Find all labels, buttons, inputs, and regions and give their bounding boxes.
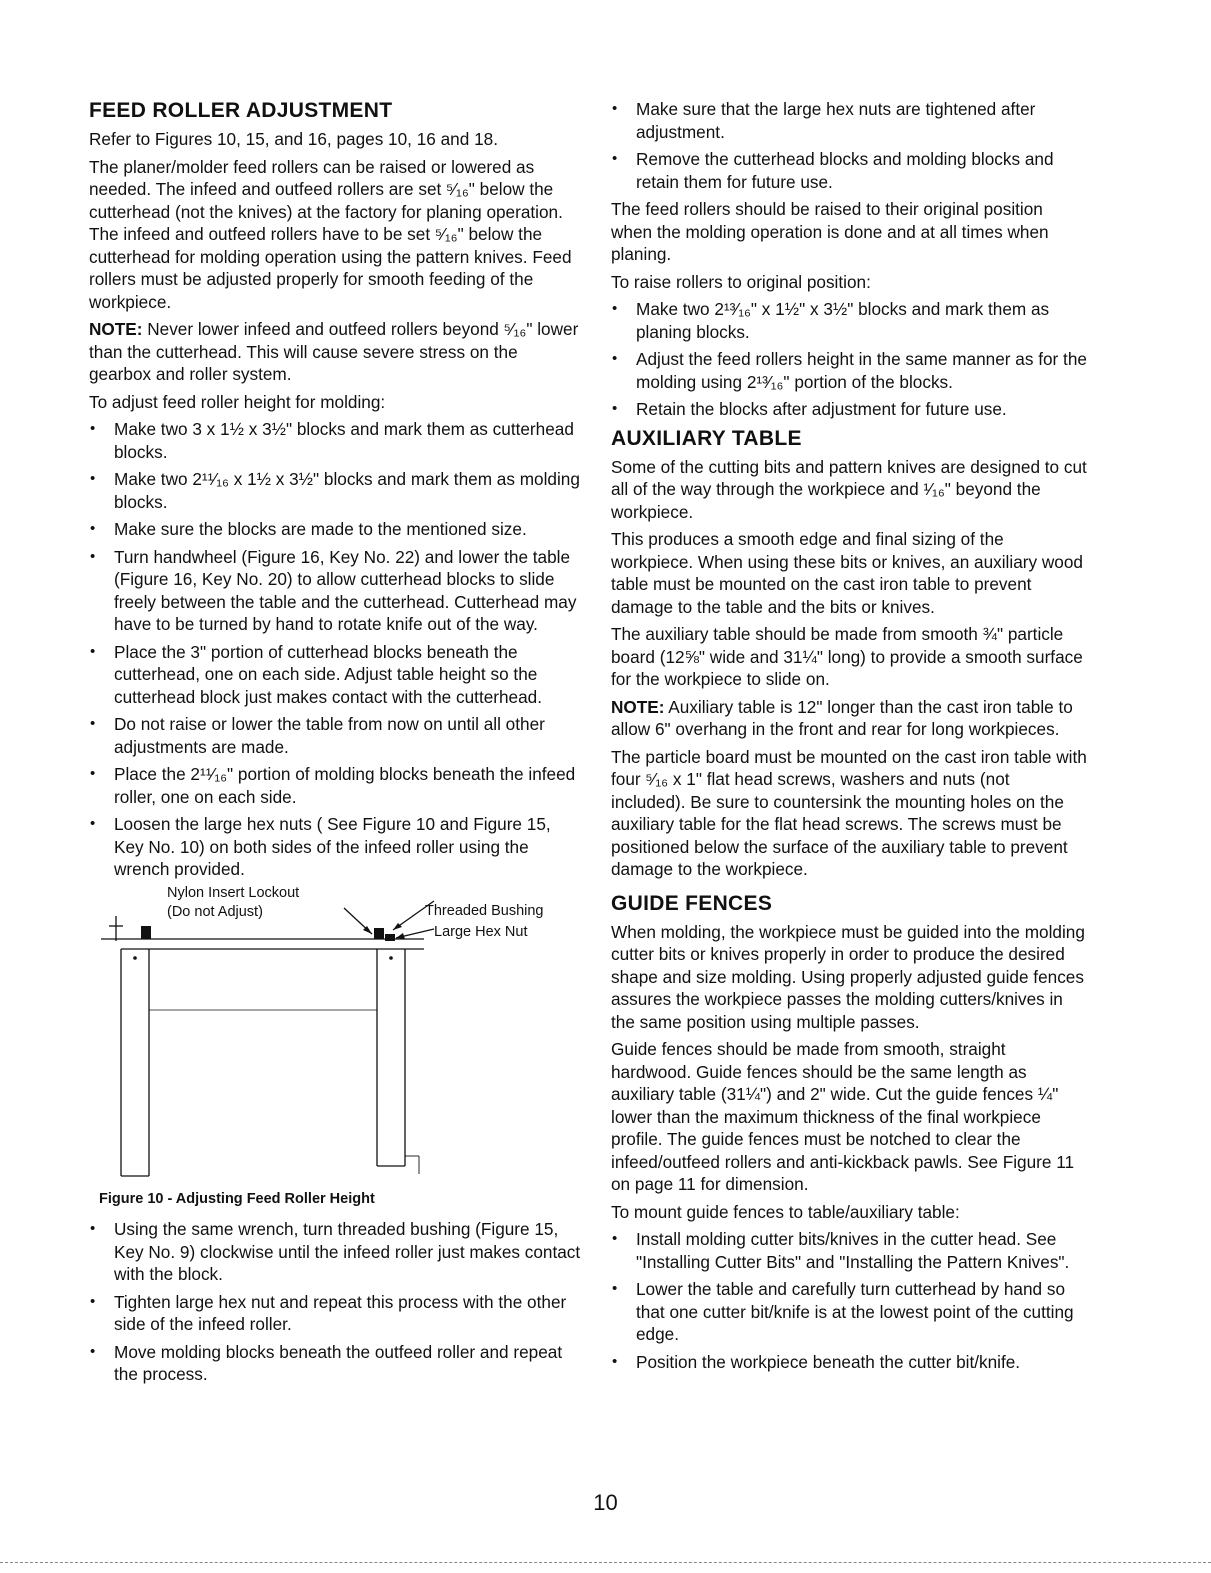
list-item: • Make two 3 x 1½ x 3½" blocks and mark them as cutterhead blocks.: [89, 418, 581, 463]
list-item: • Make two 2¹¹⁄₁₆ x 1½ x 3½" blocks and mark them as molding blocks.: [89, 468, 581, 513]
list-item: • Turn handwheel (Figure 16, Key No. 22) and lower the table (Figure 16, Key No. 20) to allow cutterhead blocks to slide freely between the table and the cutterhead. Cutterhead may have to be turned by hand to rotate knife out of the way.: [89, 546, 581, 636]
right-column: [611, 98, 1087, 1378]
list-item: • Loosen the large hex nuts ( See Figure 10 and Figure 15, Key No. 10) on both sides of the infeed roller using the wrench provided.: [89, 813, 581, 881]
list-item: • Tighten large hex nut and repeat this process with the other side of the infeed roller.: [89, 1291, 581, 1336]
bushing-steps-list: [89, 1218, 581, 1386]
list-item: • Position the workpiece beneath the cutter bit/knife.: [611, 1351, 1087, 1374]
intro-body: The planer/molder feed rollers can be raised or lowered as needed. The infeed and outfeed rollers are set ⁵⁄₁₆" below the cutterhead (not the knives) at the factory for planing operation. The infeed and outfeed rollers have to be set ⁵⁄₁₆" below the cutterhead for molding operation using the pattern knives. Feed rollers must be adjusted properly for smooth feeding of the workpiece.: [89, 156, 572, 312]
aux-paragraph-mounting: The particle board must be mounted on the cast iron table with four ⁵⁄₁₆ x 1" flat head screws, washers and nuts (not included). Be sure to countersink the mounting holes on the auxiliary table for the flat head screws. The screws must be positioned below the surface of the auxiliary table to prevent damage to the workpiece.: [611, 746, 1087, 879]
large-hex-nut-label: Large Hex Nut: [434, 923, 528, 940]
figure-10: [89, 886, 581, 1186]
list-item: • Lower the table and carefully turn cutterhead by hand so that one cutter bit/knife is at the lowest point of the cutting edge.: [611, 1278, 1087, 1346]
list-item: • Place the 3" portion of cutterhead blocks beneath the cutterhead, one on each side. Adjust table height so the cutterhead block just makes contact with the cutterhead.: [89, 641, 581, 709]
figure-caption: Figure 10 - Adjusting Feed Roller Height: [99, 1190, 375, 1207]
note-label: NOTE:: [611, 696, 665, 717]
finish-steps-list: [611, 98, 1087, 193]
aux-paragraph: The auxiliary table should be made from smooth ¾" particle board (12⅝" wide and 31¼" long) to provide a smooth surface for the workpiece to slide on.: [611, 624, 1083, 689]
note-text: Auxiliary table is 12" longer than the cast iron table to allow 6" overhang in the front and rear for long workpieces.: [611, 696, 1073, 739]
page-number: 10: [593, 1490, 618, 1515]
list-item: • Install molding cutter bits/knives in the cutter head. See "Installing Cutter Bits" and "Installing the Pattern Knives".: [611, 1228, 1087, 1273]
left-column: [89, 98, 581, 1391]
list-item: • Remove the cutterhead blocks and molding blocks and retain them for future use.: [611, 148, 1087, 193]
guide-lead: To mount guide fences to table/auxiliary table:: [611, 1201, 960, 1222]
auxiliary-table-heading: AUXILIARY TABLE: [611, 426, 802, 450]
aux-paragraph: Some of the cutting bits and pattern knives are designed to cut all of the way through the workpiece and ¹⁄₁₆" beyond the workpiece.: [611, 456, 1087, 522]
adjust-lead: To adjust feed roller height for molding:: [89, 391, 386, 412]
list-item: • Make two 2¹³⁄₁₆" x 1½" x 3½" blocks and mark them as planing blocks.: [611, 298, 1087, 343]
guide-paragraph: Guide fences should be made from smooth, straight hardwood. Guide fences should be the same length as auxiliary table (31¼") and 2" wide. Cut the guide fences ¼" lower than the maximum thickness of the final workpiece profile. The guide fences must be notched to clear the infeed/outfeed rollers and anti-kickback pawls. See Figure 11 on page 11 for dimension.: [611, 1039, 1075, 1194]
guide-steps-list: [611, 1228, 1087, 1373]
list-item: • Make sure that the large hex nuts are tightened after adjustment.: [611, 98, 1087, 143]
adjust-steps-list: [89, 418, 581, 881]
guide-paragraph: When molding, the workpiece must be guided into the molding cutter bits or knives properly in order to produce the desired shape and size molding. Using properly adjusted guide fences assures the workpiece passes the molding cutters/knives in the same position using multiple passes.: [611, 921, 1085, 1032]
aux-paragraph: This produces a smooth edge and final sizing of the workpiece. When using these bits or knives, an auxiliary wood table must be mounted on the cast iron table to prevent damage to the table and the bits or knives.: [611, 529, 1083, 617]
raise-paragraph: The feed rollers should be raised to their original position when the molding operation is done and at all times when planing.: [611, 199, 1049, 264]
intro-ref: Refer to Figures 10, 15, and 16, pages 10, 16 and 18.: [89, 129, 498, 149]
list-item: • Retain the blocks after adjustment for future use.: [611, 398, 1087, 421]
list-item: • Place the 2¹¹⁄₁₆" portion of molding blocks beneath the infeed roller, one on each side.: [89, 763, 581, 808]
bottom-rule: [0, 1562, 1211, 1563]
list-item: • Using the same wrench, turn threaded bushing (Figure 15, Key No. 9) clockwise until the infeed roller just makes contact with the block.: [89, 1218, 581, 1286]
note-label: NOTE:: [89, 319, 143, 339]
list-item: • Make sure the blocks are made to the mentioned size.: [89, 518, 581, 541]
threaded-bushing-label: Threaded Bushing: [425, 902, 544, 919]
aux-note: [611, 696, 1087, 741]
raise-steps-list: [611, 298, 1087, 421]
feed-roller-heading: FEED ROLLER ADJUSTMENT: [89, 99, 393, 122]
raise-lead: To raise rollers to original position:: [611, 271, 871, 292]
list-item: • Do not raise or lower the table from now on until all other adjustments are made.: [89, 713, 581, 758]
note-text: Never lower infeed and outfeed rollers beyond ⁵⁄₁₆" lower than the cutterhead. This will cause severe stress on the gearbox and roller system.: [89, 319, 579, 384]
guide-fences-heading: GUIDE FENCES: [611, 891, 773, 915]
list-item: • Move molding blocks beneath the outfeed roller and repeat the process.: [89, 1341, 581, 1386]
nylon-lockout-label: Nylon Insert Lockout: [167, 884, 300, 901]
feed-roller-note: [89, 318, 581, 386]
do-not-adjust-label: (Do not Adjust): [167, 903, 263, 920]
list-item: • Adjust the feed rollers height in the same manner as for the molding using 2¹³⁄₁₆" portion of the blocks.: [611, 348, 1087, 393]
